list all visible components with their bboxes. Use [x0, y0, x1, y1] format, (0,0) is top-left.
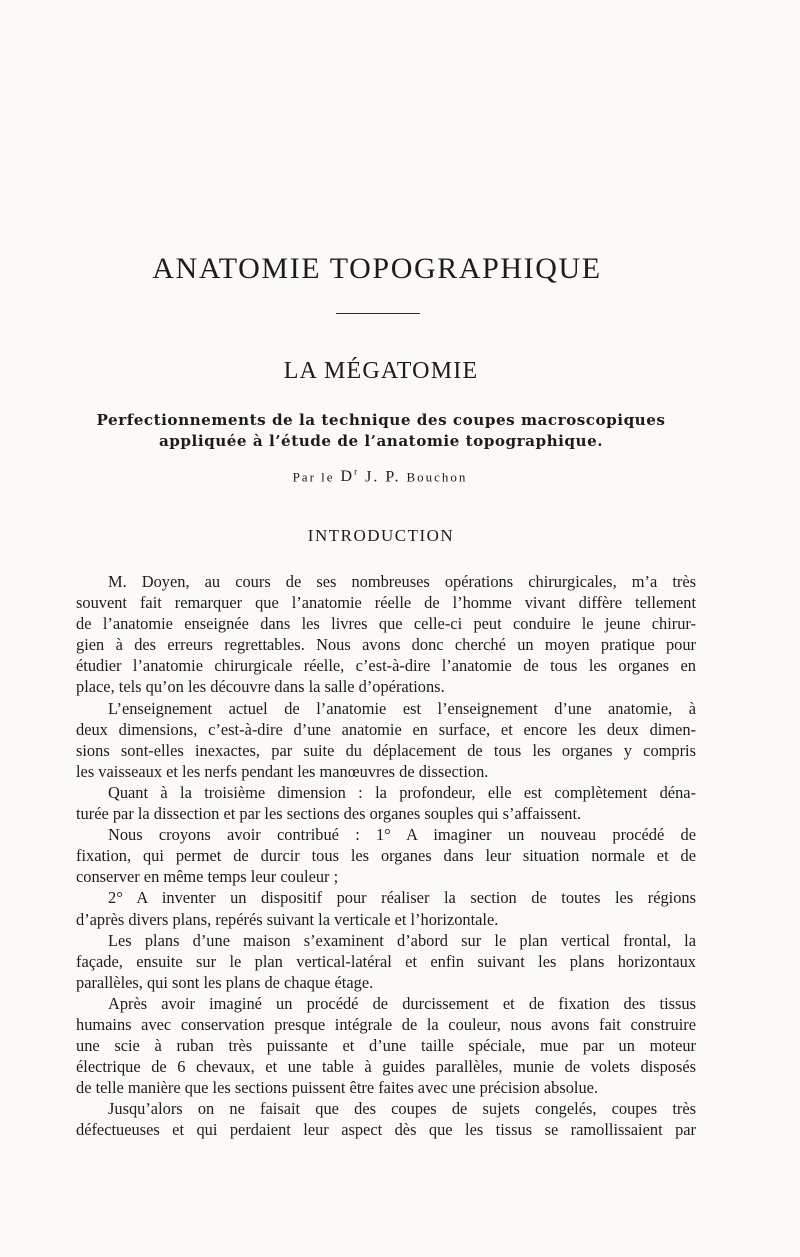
- text-line: défectueuses et qui perdaient leur aspect dès que les tissus se ramollissaient par: [76, 1120, 696, 1140]
- subtitle-line: Perfectionnements de la technique des coupes macroscopiques: [96, 411, 666, 429]
- text-line: M. Doyen, au cours de ses nombreuses opérations chirurgicales, m’a très: [108, 572, 696, 591]
- author-prefix: Par le: [292, 469, 335, 485]
- text-line: place, tels qu’on les découvre dans la salle d’opérations.: [76, 677, 445, 697]
- text-line: turée par la dissection et par les sections des organes souples qui s’affaissent.: [76, 804, 582, 824]
- text-line: façade, ensuite sur le plan vertical-latéral et enfin suivant les plans horizontaux: [76, 951, 696, 971]
- text-line: d’après divers plans, repérés suivant la verticale et l’horizontale.: [76, 909, 499, 929]
- text-line: électrique de 6 chevaux, et une table à guides parallèles, munie de volets disposés: [76, 1057, 696, 1077]
- text-line: parallèles, qui sont les plans de chaque étage.: [76, 972, 374, 992]
- text-line: fixation, qui permet de durcir tous les organes dans leur situation normale et de: [76, 846, 696, 866]
- text-line: gien à des erreurs regrettables. Nous avons donc cherché un moyen pratique pour: [76, 635, 696, 655]
- text-line: une scie à ruban très puissante et d’une taille spéciale, mue par un moteur: [76, 1036, 696, 1056]
- text-line: sions sont-elles inexactes, par suite du déplacement de tous les organes y compris: [76, 740, 696, 760]
- author-title: $D^r$: [340, 467, 360, 486]
- text-line: Nous croyons avoir contribué : 1° A imaginer un nouveau procédé de: [108, 825, 696, 845]
- text-line: souvent fait remarquer que l’anatomie réelle de l’homme vivant diffère tellement: [76, 593, 696, 613]
- author-initials: J. P.: [365, 468, 401, 486]
- section-title: LA MÉGATOMIE: [283, 358, 479, 384]
- text-line: étudier l’anatomie chirurgicale réelle, c’est-à-dire l’anatomie de tous les organes en: [76, 656, 696, 676]
- text-line: Les plans d’une maison s’examinent d’abord sur le plan vertical frontal, la: [108, 930, 696, 950]
- author-name: Bouchon: [406, 469, 468, 485]
- author-byline: [0, 467, 760, 486]
- text-line: les vaisseaux et les nerfs pendant les manœuvres de dissection.: [76, 761, 489, 781]
- main-title: ANATOMIE TOPOGRAPHIQUE: [152, 252, 602, 285]
- text-line: de telle manière que les sections puissent être faites avec une précision absolue.: [76, 1078, 599, 1098]
- title-divider: [336, 313, 420, 314]
- text-line: Quant à la troisième dimension : la profondeur, elle est complètement déna-: [108, 782, 696, 802]
- text-line: L’enseignement actuel de l’anatomie est l’enseignement d’une anatomie, à: [108, 698, 696, 718]
- text-line: deux dimensions, c’est-à-dire d’une anatomie en surface, et encore les deux dimen-: [76, 719, 696, 739]
- text-line: 2° A inventer un dispositif pour réaliser la section de toutes les régions: [108, 888, 696, 908]
- text-line: humains avec conservation presque intégrale de la couleur, nous avons fait construire: [76, 1014, 696, 1034]
- subtitle-line: appliquée à l’étude de l’anatomie topographique.: [158, 432, 604, 450]
- introduction-heading: INTRODUCTION: [307, 526, 455, 545]
- text-line: Après avoir imaginé un procédé de durcissement et de fixation des tissus: [108, 993, 696, 1013]
- subtitle: [60, 410, 702, 452]
- text-line: Jusqu’alors on ne faisait que des coupes de sujets congelés, coupes très: [108, 1099, 696, 1119]
- body-text: [76, 571, 696, 1141]
- text-line: de l’anatomie enseignée dans les livres que celle-ci peut conduire le jeune chirur-: [76, 614, 696, 634]
- text-line: conserver en même temps leur couleur ;: [76, 867, 339, 887]
